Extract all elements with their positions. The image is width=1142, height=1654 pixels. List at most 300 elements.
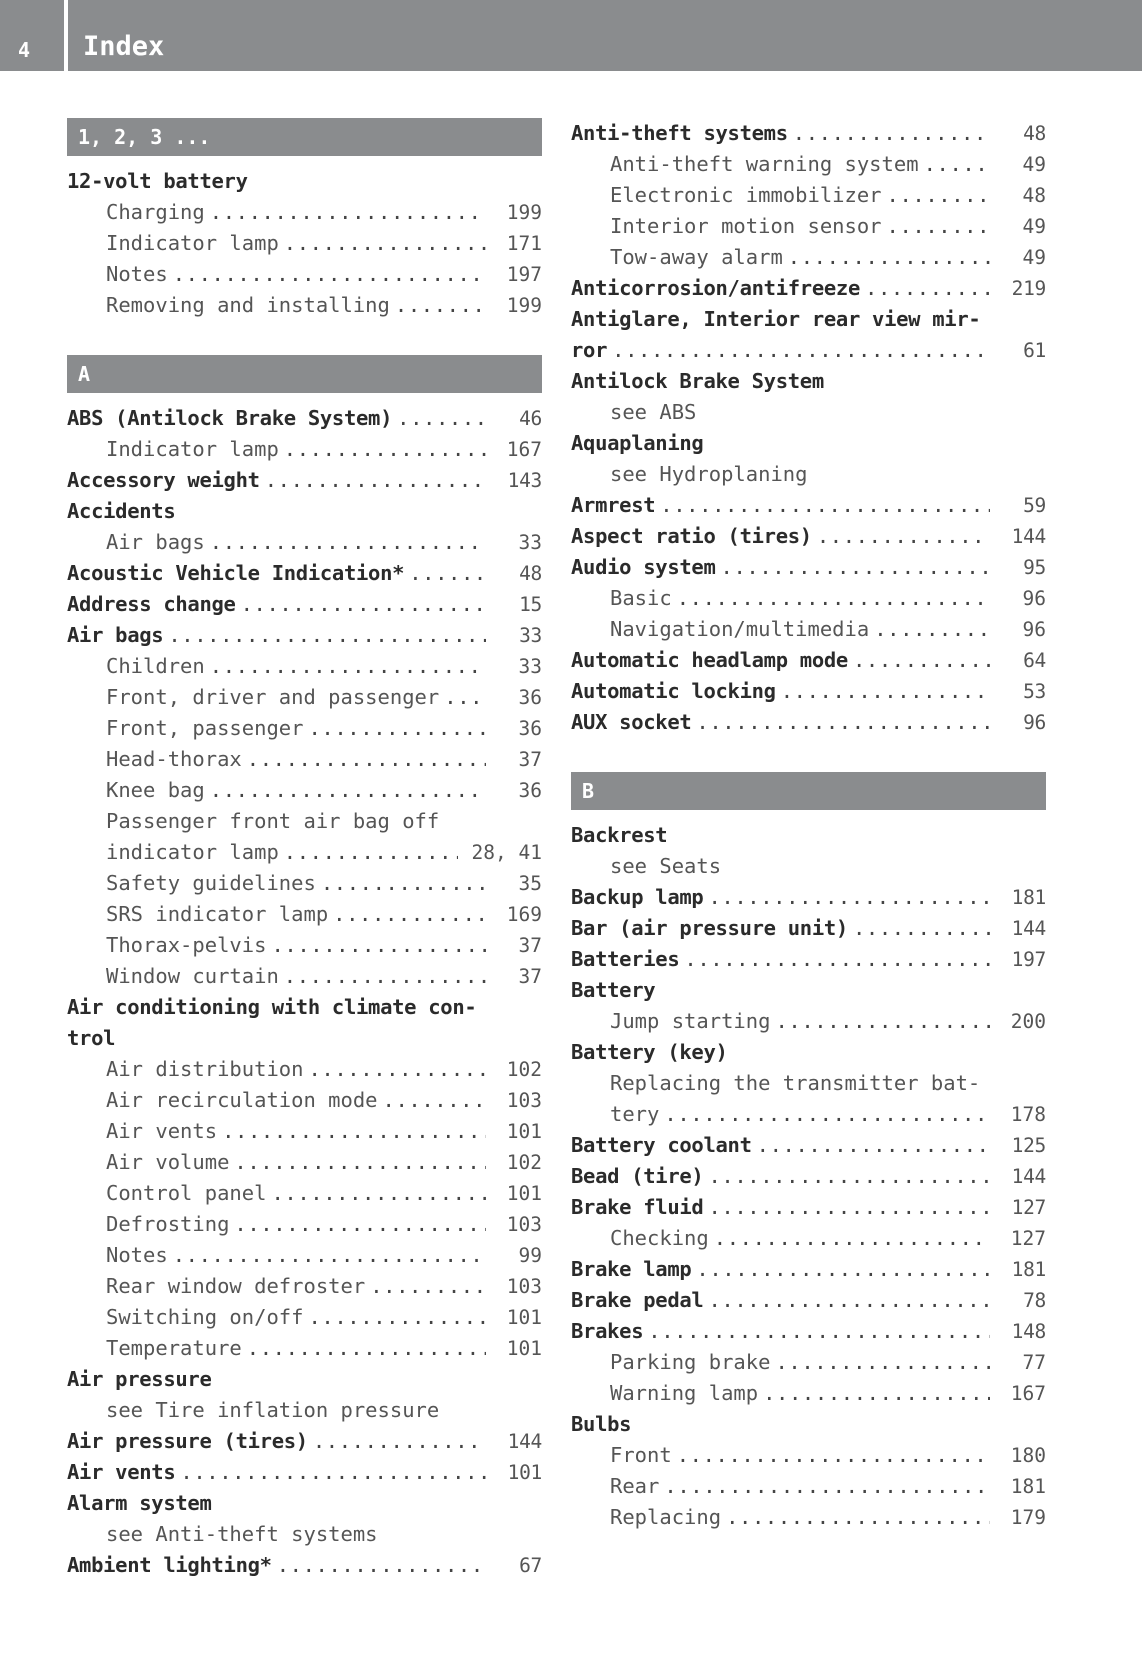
dot-leader: [752, 1130, 990, 1161]
index-entry-indicator-lamp: [67, 228, 542, 259]
dot-leader: [365, 1271, 486, 1302]
entry-subterm: Children: [106, 654, 205, 678]
entry-term: Aquaplaning: [571, 431, 704, 455]
index-entry-backup-lamp: [571, 882, 1046, 913]
page-reference: 102: [506, 1151, 542, 1174]
page-reference: 33: [518, 531, 542, 554]
index-entry-audio-system: [571, 552, 1046, 583]
entry-term: Acoustic Vehicle Indication*: [67, 561, 405, 585]
index-entry-aux-socket: [571, 707, 1046, 738]
page-reference: 36: [518, 686, 542, 709]
index-entry-tery: [571, 1099, 1046, 1130]
page-reference: 144: [1011, 1165, 1046, 1188]
dot-leader: [919, 149, 990, 180]
dot-leader: [236, 589, 486, 620]
index-entry-bulbs: [571, 1409, 1046, 1440]
index-entry-antilock-brake-system: [571, 366, 1046, 397]
entry-subterm: Basic: [610, 586, 672, 610]
index-entry-address-change: [67, 589, 542, 620]
index-entry-anti-theft-systems: [571, 118, 1046, 149]
entry-subterm: Parking brake: [610, 1350, 771, 1374]
entry-subterm: Front: [610, 1443, 672, 1467]
dot-leader: [770, 1006, 990, 1037]
page-reference: 197: [1011, 948, 1046, 971]
index-entry-aquaplaning: [571, 428, 1046, 459]
entry-term: Air bags: [67, 623, 164, 647]
page-reference: 125: [1011, 1134, 1046, 1157]
dot-leader: [390, 290, 486, 321]
entry-subterm: Switching on/off: [106, 1305, 304, 1329]
entry-subterm: Head-thorax: [106, 747, 242, 771]
dot-leader: [328, 899, 486, 930]
index-entry-see-anti-theft-systems: [67, 1519, 542, 1550]
dot-leader: [260, 465, 486, 496]
entry-term: Accidents: [67, 499, 176, 523]
page-reference: 99: [518, 1244, 542, 1267]
page-reference: 37: [518, 934, 542, 957]
page-reference: 102: [506, 1058, 542, 1081]
index-entry-battery-key: [571, 1037, 1046, 1068]
page-title: Index: [83, 31, 165, 62]
index-entry-air-distribution: [67, 1054, 542, 1085]
entry-subterm: Knee bag: [106, 778, 205, 802]
page-reference: 219: [1011, 277, 1046, 300]
index-entry-anti-theft-warning-system: [571, 149, 1046, 180]
entry-term: Aspect ratio (tires): [571, 524, 812, 548]
page-reference: 144: [1011, 917, 1046, 940]
entry-term: Brake fluid: [571, 1195, 704, 1219]
entry-term: Antilock Brake System: [571, 369, 824, 393]
dot-leader: [303, 1054, 486, 1085]
page-reference: 33: [519, 624, 542, 647]
index-entry-removing-and-installing: [67, 290, 542, 321]
page-reference: 181: [1010, 1475, 1046, 1498]
page-reference: 61: [1023, 339, 1046, 362]
entry-subterm: Notes: [106, 1243, 168, 1267]
page-reference: 37: [518, 965, 542, 988]
index-entry-children: [67, 651, 542, 682]
entry-term: Batteries: [571, 947, 680, 971]
index-entry-trol: [67, 1023, 542, 1054]
index-entry-ror: [571, 335, 1046, 366]
entry-term: Bulbs: [571, 1412, 632, 1436]
entry-subterm: Checking: [610, 1226, 709, 1250]
entry-subterm: Temperature: [106, 1336, 242, 1360]
entry-subterm: Indicator lamp: [106, 231, 279, 255]
dot-leader: [229, 1209, 486, 1240]
index-entry-bead-tire: [571, 1161, 1046, 1192]
dot-leader: [703, 1192, 990, 1223]
index-entry-electronic-immobilizer: [571, 180, 1046, 211]
dot-leader: [776, 676, 990, 707]
entry-subterm: see ABS: [610, 400, 697, 424]
dot-leader: [703, 1161, 990, 1192]
page-number: 4: [18, 38, 31, 62]
entry-term: Air pressure: [67, 1367, 212, 1391]
dot-leader: [266, 930, 486, 961]
entry-subterm: Air vents: [106, 1119, 218, 1143]
dot-leader: [716, 552, 990, 583]
index-entry-automatic-headlamp-mode: [571, 645, 1046, 676]
index-entry-alarm-system: [67, 1488, 542, 1519]
entry-subterm: Rear window defroster: [106, 1274, 366, 1298]
entry-subterm: Indicator lamp: [106, 437, 279, 461]
entry-subterm: Replacing: [610, 1505, 722, 1529]
section-spacer: [571, 738, 1046, 772]
dot-leader: [672, 583, 990, 614]
page-reference: 95: [1023, 556, 1046, 579]
entry-term: Anti-theft systems: [571, 121, 788, 145]
page-reference: 101: [506, 1306, 542, 1329]
index-entry-accidents: [67, 496, 542, 527]
index-entry-see-abs: [571, 397, 1046, 428]
page-reference: 181: [1011, 1258, 1046, 1281]
entry-subterm: see Anti-theft systems: [106, 1522, 378, 1546]
dot-leader: [758, 1378, 990, 1409]
dot-leader: [205, 651, 486, 682]
section-spacer: [67, 321, 542, 355]
page-reference: 48: [519, 562, 542, 585]
dot-leader: [882, 180, 990, 211]
entry-term: Ambient lighting*: [67, 1553, 272, 1577]
index-entry-replacing: [571, 1502, 1046, 1533]
page-reference: 15: [519, 593, 542, 616]
index-entry-air-vents: [67, 1457, 542, 1488]
entry-term: Battery: [571, 978, 656, 1002]
page-reference: 53: [1023, 680, 1046, 703]
index-entry-air-conditioning-with-climate-con: [67, 992, 542, 1023]
page-reference: 103: [506, 1213, 542, 1236]
index-entry-accessory-weight: [67, 465, 542, 496]
dot-leader: [691, 1254, 990, 1285]
index-entry-indicator-lamp: [67, 837, 542, 868]
entry-subterm: Electronic immobilizer: [610, 183, 882, 207]
dot-leader: [703, 882, 990, 913]
entry-subterm: Window curtain: [106, 964, 279, 988]
page-reference: 78: [1023, 1289, 1046, 1312]
page-reference: 178: [1010, 1103, 1046, 1126]
page-reference: 103: [506, 1275, 542, 1298]
index-entry-brakes: [571, 1316, 1046, 1347]
index-entry-jump-starting: [571, 1006, 1046, 1037]
index-entry-anticorrosion-antifreeze: [571, 273, 1046, 304]
dot-leader: [709, 1223, 990, 1254]
index-entry-air-recirculation-mode: [67, 1085, 542, 1116]
index-entry-air-vents: [67, 1116, 542, 1147]
page-reference: 35: [518, 872, 542, 895]
entry-subterm: Anti-theft warning system: [610, 152, 919, 176]
index-entry-air-volume: [67, 1147, 542, 1178]
index-entry-brake-lamp: [571, 1254, 1046, 1285]
entry-term: Antiglare, Interior rear view mir-: [571, 307, 981, 331]
index-entry-passenger-front-air-bag-off: [67, 806, 542, 837]
index-entry-acoustic-vehicle-indication: [67, 558, 542, 589]
entry-term: Backrest: [571, 823, 668, 847]
entry-subterm: Air volume: [106, 1150, 230, 1174]
index-entry-air-bags: [67, 620, 542, 651]
entry-subterm: Notes: [106, 262, 168, 286]
dot-leader: [770, 1347, 990, 1378]
entry-subterm: Front, passenger: [106, 716, 304, 740]
index-entry-battery-coolant: [571, 1130, 1046, 1161]
entry-term: Brake pedal: [571, 1288, 704, 1312]
dot-leader: [242, 744, 486, 775]
dot-leader: [655, 490, 990, 521]
page-reference: 197: [506, 263, 542, 286]
dot-leader: [229, 1147, 486, 1178]
entry-subterm: Control panel: [106, 1181, 267, 1205]
entry-subterm: see Seats: [610, 854, 722, 878]
entry-subterm: Air bags: [106, 530, 205, 554]
page-reference: 96: [1022, 587, 1046, 610]
dot-leader: [205, 527, 486, 558]
dot-leader: [848, 913, 990, 944]
page-reference: 101: [506, 1182, 542, 1205]
dot-leader: [703, 1285, 990, 1316]
entry-subterm: Jump starting: [610, 1009, 771, 1033]
index-entry-notes: [67, 1240, 542, 1271]
entry-subterm: Tow-away alarm: [610, 245, 783, 269]
page-reference: 101: [506, 1337, 542, 1360]
page-reference: 144: [507, 1430, 542, 1453]
entry-subterm: tery: [610, 1102, 660, 1126]
entry-subterm: see Tire inflation pressure: [106, 1398, 440, 1422]
page-reference: 48: [1022, 184, 1046, 207]
section-header: B: [571, 772, 1046, 810]
entry-term: Bar (air pressure unit): [571, 916, 848, 940]
page-reference: 148: [1011, 1320, 1046, 1343]
section-header: A: [67, 355, 542, 393]
dot-leader: [279, 837, 458, 868]
entry-term: Air pressure (tires): [67, 1429, 308, 1453]
page-reference: 67: [519, 1554, 542, 1577]
dot-leader: [439, 682, 486, 713]
entry-term: Automatic headlamp mode: [571, 648, 848, 672]
page-reference: 101: [506, 1120, 542, 1143]
entry-term: Bead (tire): [571, 1164, 704, 1188]
index-entry-brake-pedal: [571, 1285, 1046, 1316]
page-reference: 199: [506, 201, 542, 224]
index-entry-see-tire-inflation-pressure: [67, 1395, 542, 1426]
dot-leader: [691, 707, 990, 738]
index-entry-knee-bag: [67, 775, 542, 806]
index-entry-warning-lamp: [571, 1378, 1046, 1409]
index-column-left: [67, 118, 542, 1581]
index-entry-safety-guidelines: [67, 868, 542, 899]
dot-leader: [266, 1178, 486, 1209]
dot-leader: [308, 1426, 486, 1457]
dot-leader: [788, 118, 990, 149]
page-reference: 181: [1011, 886, 1046, 909]
index-entry-rear-window-defroster: [67, 1271, 542, 1302]
page-reference: 169: [506, 903, 542, 926]
page-reference: 101: [507, 1461, 542, 1484]
index-entry-navigation-multimedia: [571, 614, 1046, 645]
page-reference: 127: [1011, 1196, 1046, 1219]
index-entry-air-pressure-tires: [67, 1426, 542, 1457]
dot-leader: [242, 1333, 486, 1364]
entry-subterm: Passenger front air bag off: [106, 809, 440, 833]
dot-leader: [392, 403, 486, 434]
page-reference: 200: [1010, 1010, 1046, 1033]
index-entry-front-driver-and-passenger: [67, 682, 542, 713]
page-reference: 167: [1010, 1382, 1046, 1405]
page-reference: 33: [518, 655, 542, 678]
page-reference: 180: [1010, 1444, 1046, 1467]
index-entry-front-passenger: [67, 713, 542, 744]
index-entry-temperature: [67, 1333, 542, 1364]
index-entry-interior-motion-sensor: [571, 211, 1046, 242]
entry-subterm: Rear: [610, 1474, 660, 1498]
page-header: [0, 0, 1142, 71]
index-entry-air-bags: [67, 527, 542, 558]
dot-leader: [672, 1440, 990, 1471]
page-reference: 28, 41: [471, 841, 542, 864]
entry-subterm: Front, driver and passenger: [106, 685, 440, 709]
index-entry-parking-brake: [571, 1347, 1046, 1378]
index-entry-air-pressure: [67, 1364, 542, 1395]
page-reference: 127: [1010, 1227, 1046, 1250]
index-entry-backrest: [571, 820, 1046, 851]
entry-subterm: SRS indicator lamp: [106, 902, 329, 926]
index-entry-notes: [67, 259, 542, 290]
page-reference: 96: [1023, 711, 1046, 734]
dot-leader: [303, 713, 486, 744]
entry-subterm: Air recirculation mode: [106, 1088, 378, 1112]
index-entry-checking: [571, 1223, 1046, 1254]
dot-leader: [882, 211, 990, 242]
entry-term: Brake lamp: [571, 1257, 692, 1281]
entry-subterm: Warning lamp: [610, 1381, 759, 1405]
page-reference: 96: [1022, 618, 1046, 641]
index-entry-brake-fluid: [571, 1192, 1046, 1223]
entry-subterm: Air distribution: [106, 1057, 304, 1081]
index-entry-srs-indicator-lamp: [67, 899, 542, 930]
dot-leader: [168, 1240, 486, 1271]
page-reference: 103: [506, 1089, 542, 1112]
page-reference: 143: [507, 469, 542, 492]
entry-subterm: indicator lamp: [106, 840, 279, 864]
index-entry-front: [571, 1440, 1046, 1471]
dot-leader: [316, 868, 486, 899]
index-entry-replacing-the-transmitter-bat: [571, 1068, 1046, 1099]
dot-leader: [869, 614, 990, 645]
entry-term: AUX socket: [571, 710, 692, 734]
page-reference: 77: [1022, 1351, 1046, 1374]
page-reference: 171: [506, 232, 542, 255]
index-entry-charging: [67, 197, 542, 228]
dot-leader: [848, 645, 990, 676]
entry-term: Battery (key): [571, 1040, 728, 1064]
entry-term: Audio system: [571, 555, 716, 579]
entry-subterm: Thorax-pelvis: [106, 933, 267, 957]
index-entry-see-hydroplaning: [571, 459, 1046, 490]
index-entry-batteries: [571, 944, 1046, 975]
dot-leader: [607, 335, 990, 366]
dot-leader: [404, 558, 486, 589]
page-reference: 144: [1011, 525, 1046, 548]
dot-leader: [860, 273, 990, 304]
entry-term: ror: [571, 338, 608, 362]
index-entry-antiglare-interior-rear-view-mir: [571, 304, 1046, 335]
entry-subterm: Removing and installing: [106, 293, 390, 317]
index-entry-battery: [571, 975, 1046, 1006]
entry-term: Brakes: [571, 1319, 644, 1343]
header-divider: [64, 0, 68, 71]
index-entry-ambient-lighting: [67, 1550, 542, 1581]
index-entry-12-volt-battery: [67, 166, 542, 197]
index-entry-control-panel: [67, 1178, 542, 1209]
dot-leader: [272, 1550, 486, 1581]
dot-leader: [659, 1099, 990, 1130]
page-reference: 167: [506, 438, 542, 461]
entry-term: 12-volt battery: [67, 169, 248, 193]
index-entry-head-thorax: [67, 744, 542, 775]
dot-leader: [279, 228, 486, 259]
index-entry-bar-air-pressure-unit: [571, 913, 1046, 944]
index-entry-automatic-locking: [571, 676, 1046, 707]
index-entry-defrosting: [67, 1209, 542, 1240]
page-reference: 59: [1023, 494, 1046, 517]
page-reference: 37: [518, 748, 542, 771]
entry-term: Armrest: [571, 493, 656, 517]
dot-leader: [303, 1302, 486, 1333]
dot-leader: [205, 197, 486, 228]
index-entry-switching-on-off: [67, 1302, 542, 1333]
index-column-right: [571, 118, 1046, 1533]
dot-leader: [783, 242, 990, 273]
entry-subterm: Replacing the transmitter bat-: [610, 1071, 981, 1095]
dot-leader: [163, 620, 486, 651]
index-entry-thorax-pelvis: [67, 930, 542, 961]
entry-term: Address change: [67, 592, 236, 616]
entry-term: Battery coolant: [571, 1133, 752, 1157]
page-reference: 199: [506, 294, 542, 317]
dot-leader: [168, 259, 486, 290]
index-entry-abs-antilock-brake-system: [67, 403, 542, 434]
entry-subterm: Safety guidelines: [106, 871, 316, 895]
dot-leader: [721, 1502, 990, 1533]
page-reference: 179: [1010, 1506, 1046, 1529]
page-reference: 36: [518, 717, 542, 740]
entry-subterm: Defrosting: [106, 1212, 230, 1236]
entry-subterm: Charging: [106, 200, 205, 224]
index-entry-see-seats: [571, 851, 1046, 882]
page-reference: 36: [518, 779, 542, 802]
dot-leader: [679, 944, 990, 975]
entry-subterm: see Hydroplaning: [610, 462, 808, 486]
index-entry-armrest: [571, 490, 1046, 521]
page-reference: 49: [1022, 246, 1046, 269]
entry-term: ABS (Antilock Brake System): [67, 406, 393, 430]
dot-leader: [378, 1085, 486, 1116]
dot-leader: [659, 1471, 990, 1502]
entry-term: Accessory weight: [67, 468, 260, 492]
dot-leader: [205, 775, 486, 806]
dot-leader: [812, 521, 990, 552]
entry-term: trol: [67, 1026, 116, 1050]
entry-term: Anticorrosion/antifreeze: [571, 276, 861, 300]
dot-leader: [217, 1116, 486, 1147]
index-entry-aspect-ratio-tires: [571, 521, 1046, 552]
dot-leader: [279, 434, 486, 465]
section-header: 1, 2, 3 ...: [67, 118, 542, 156]
index-entry-tow-away-alarm: [571, 242, 1046, 273]
entry-term: Alarm system: [67, 1491, 212, 1515]
dot-leader: [279, 961, 486, 992]
entry-term: Air conditioning with climate con-: [67, 995, 477, 1019]
index-entry-indicator-lamp: [67, 434, 542, 465]
